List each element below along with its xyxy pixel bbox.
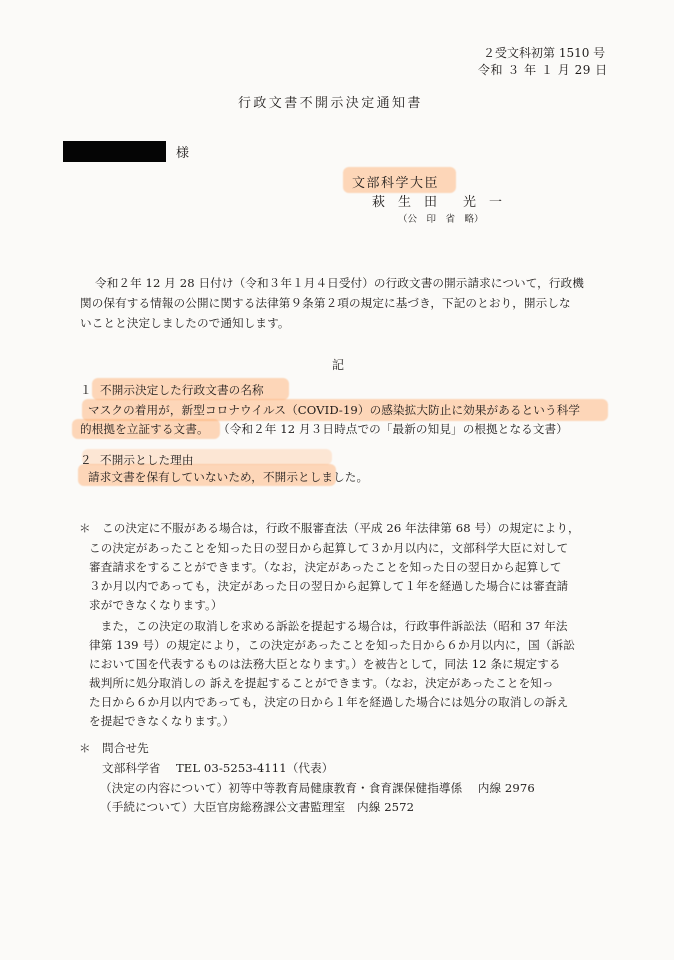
notice-line-7: 律第 139 号）の規定により，この決定があったことを知った日から６か月以内に，国（訴訟 [89, 638, 575, 652]
notice-line-1: この決定に不服がある場合は，行政不服審査法（平成 26 年法律第 68 号）の規定により， [102, 521, 580, 535]
notice-line-6: また，この決定の取消しを求める訴訟を提起する場合は，行政事件訴訟法（昭和 37 年法 [89, 619, 568, 633]
section2-body: 請求文書を保有していないため，不開示としました。 [88, 470, 369, 484]
recipient-suffix: 様 [176, 146, 190, 161]
sender-org: 文部科学大臣 [352, 176, 440, 191]
intro-line-1: 令和２年 12 月 28 日付け（令和３年１月４日受付）の行政文書の開示請求について，行政機 [95, 276, 584, 290]
section1-heading: 不開示決定した行政文書の名称 [100, 383, 264, 397]
contact-asterisk: ＊ [79, 741, 91, 755]
notice-line-2: この決定があったことを知った日の翌日から起算して３か月以内に，文部科学大臣に対して [89, 541, 569, 555]
contact-line-1: 文部科学省 TEL 03-5253-4111（代表） [102, 761, 334, 775]
notice-line-5: 求ができなくなります。） [89, 598, 223, 612]
sender-name: 萩 生 田 光 一 [372, 195, 503, 210]
contact-line-3: （手続について）大臣官房総務課公文書監理室 内線 2572 [100, 800, 415, 814]
notice-line-3: 審査請求をすることができます。（なお，決定があったことを知った日の翌日から起算して [89, 560, 562, 574]
intro-line-2: 関の保有する情報の公開に関する法律第９条第２項の規定に基づき，下記のとおり，開示しな [80, 296, 571, 310]
document-title: 行政文書不開示決定通知書 [238, 96, 423, 111]
notice-line-4: ３か月以内であっても，決定があった日の翌日から起算して１年を経過した場合には審査請 [89, 579, 569, 593]
notice-asterisk: ＊ [79, 521, 91, 535]
notice-line-9: 裁判所に処分取消しの 訴えを提起することができます。（なお，決定があったことを知っ [89, 676, 554, 690]
section1-line2-note: （令和２年 12 月３日時点での「最新の知見」の根拠となる文書） [218, 422, 568, 436]
notice-line-11: を提起できなくなります。） [89, 714, 235, 728]
section1-line2-highlighted: 的根拠を立証する文書。 [80, 422, 209, 436]
document-number: ２受文科初第 1510 号 [483, 46, 606, 60]
contact-label: 問合せ先 [102, 741, 149, 755]
contact-line-2: （決定の内容について）初等中等教育局健康教育・食育課保健指導係 内線 2976 [100, 781, 535, 795]
redacted-recipient-name [63, 141, 166, 162]
document-date: 令和 ３ 年 １ 月 29 日 [478, 63, 608, 77]
seal-omitted-note: （公 印 省 略） [398, 214, 484, 225]
intro-line-3: いことと決定しましたので通知します。 [80, 316, 290, 330]
notice-line-10: た日から６か月以内であっても，決定の日から１年を経過した場合には処分の取消しの訴え [89, 695, 569, 709]
section2-number: ２ [80, 453, 92, 467]
notice-line-8: において国を代表するものは法務大臣となります。）を被告として，同法 12 条に規定する [89, 657, 561, 671]
section2-heading: 不開示とした理由 [100, 453, 194, 467]
section1-number: １ [80, 383, 92, 397]
section1-line1: マスクの着用が，新型コロナウイルス（COVID-19）の感染拡大防止に効果があるという科学 [88, 403, 581, 417]
ki-heading: 記 [332, 358, 345, 372]
